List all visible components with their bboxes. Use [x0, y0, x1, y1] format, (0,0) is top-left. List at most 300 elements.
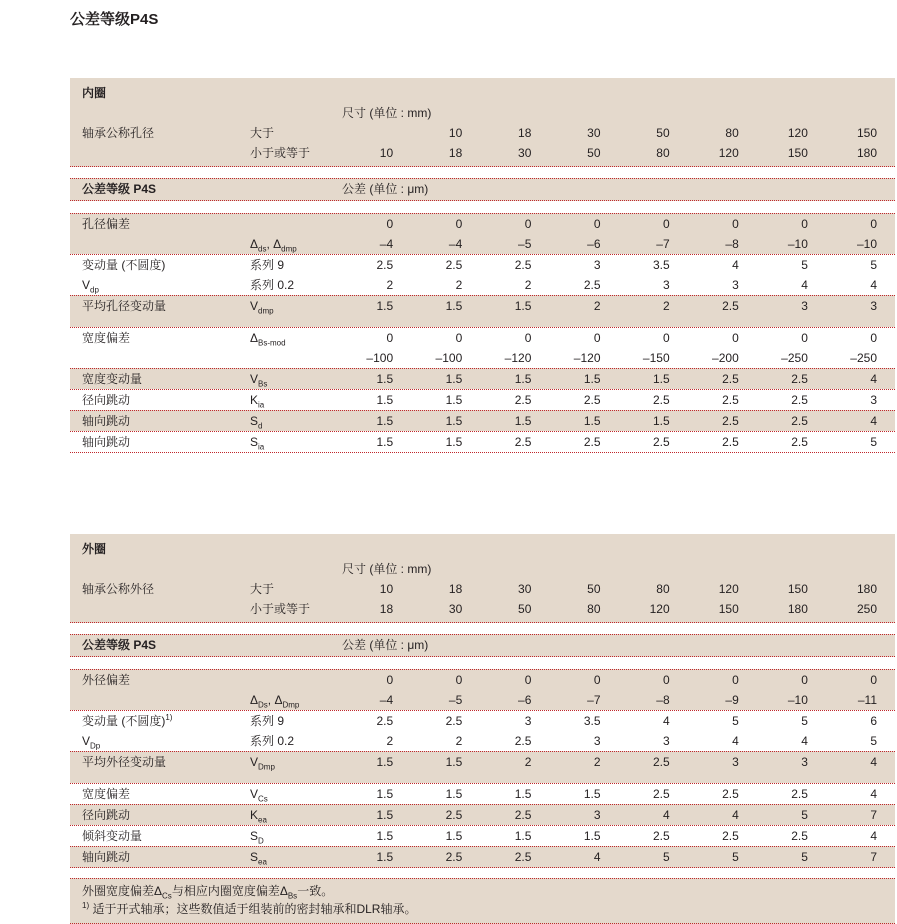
tolerance-value: –250 — [850, 351, 877, 365]
table-band — [70, 825, 895, 846]
tolerance-value: 5 — [662, 850, 670, 864]
tolerance-value: 1.5 — [514, 414, 532, 428]
row-symbol: 系列 9 — [250, 258, 285, 272]
spacer — [70, 623, 895, 634]
tolerance-value: 2.5 — [652, 755, 670, 769]
tolerance-value: –7 — [656, 237, 670, 251]
tolerance-value: 4 — [732, 808, 739, 822]
tolerance-value: 2.5 — [791, 393, 808, 407]
tolerance-value: 0 — [662, 331, 670, 345]
tolerance-value: 2.5 — [652, 393, 670, 407]
tolerance-value: 2 — [386, 278, 394, 292]
tolerance-value: 3 — [801, 299, 808, 313]
size-value: 18 — [518, 126, 532, 140]
size-value: 150 — [787, 582, 808, 596]
row-symbol: $\Delta_{Bs-mod}$ — [250, 331, 286, 348]
size-value: 80 — [587, 602, 601, 616]
row-symbol: 系列 0.2 — [250, 734, 295, 748]
dimension-caption-row — [70, 559, 895, 579]
table-band — [70, 710, 895, 751]
size-value: 50 — [587, 582, 601, 596]
tolerance-value: 1.5 — [376, 435, 394, 449]
tolerance-value: 3 — [662, 278, 670, 292]
tolerance-value: 0 — [662, 673, 670, 687]
tolerance-value: 1.5 — [445, 414, 463, 428]
size-value: 80 — [656, 146, 670, 160]
tolerance-value: –5 — [518, 237, 532, 251]
tolerance-value: 1.5 — [514, 372, 532, 386]
tolerance-value: –4 — [448, 237, 463, 251]
tolerance-value: 2 — [593, 755, 601, 769]
tolerance-value: 0 — [593, 217, 601, 231]
table-row — [70, 670, 895, 690]
tolerance-value: 3 — [524, 714, 532, 728]
tolerance-value: –4 — [379, 693, 394, 707]
tolerance-value: 2.5 — [722, 393, 739, 407]
size-value: 120 — [649, 602, 670, 616]
tolerance-value: 2.5 — [583, 435, 601, 449]
tolerance-value: 2.5 — [722, 829, 739, 843]
tolerance-value: 2.5 — [583, 393, 601, 407]
tolerance-class-label: 公差等级 P4S — [82, 638, 157, 652]
table-row — [70, 847, 895, 867]
tolerance-value: –8 — [656, 693, 670, 707]
row-symbol: $S_d$ — [250, 414, 263, 431]
size-value: 150 — [718, 602, 739, 616]
tolerance-value: 1.5 — [445, 435, 463, 449]
table-row — [70, 275, 895, 295]
table-band — [70, 368, 895, 389]
tolerance-value: 0 — [524, 673, 532, 687]
tolerance-value: 1.5 — [376, 414, 394, 428]
size-row-label: 轴承公称外径 — [82, 582, 155, 596]
tolerance-value: 2 — [524, 755, 532, 769]
tolerance-value: 0 — [593, 331, 601, 345]
tolerance-value: 0 — [870, 331, 877, 345]
tolerance-value: 1.5 — [376, 755, 394, 769]
tolerance-value: 1.5 — [514, 787, 532, 801]
table-row — [70, 784, 895, 804]
row-label — [70, 690, 250, 710]
row-symbol: $S_{ea}$ — [250, 850, 267, 867]
tolerance-value: 3.5 — [652, 258, 670, 272]
inner-ring-table — [70, 78, 895, 453]
table-row — [70, 711, 895, 731]
size-value: 30 — [518, 582, 532, 596]
size-value: 50 — [656, 126, 670, 140]
row-label: $V_{dp}$ — [82, 278, 99, 295]
size-incl-row — [70, 599, 895, 619]
tolerance-value: 2 — [455, 734, 463, 748]
size-value: 30 — [518, 146, 532, 160]
tolerance-value: 1.5 — [583, 414, 601, 428]
size-value: 10 — [448, 126, 463, 140]
tolerance-value: 2 — [455, 278, 463, 292]
table-band — [70, 254, 895, 295]
tolerance-value: 5 — [732, 850, 739, 864]
section-title-row — [70, 539, 895, 559]
incl-label: 小于或等于 — [250, 602, 311, 616]
size-value: 120 — [787, 126, 808, 140]
tolerance-value: 2.5 — [722, 787, 739, 801]
tolerance-value: 5 — [801, 808, 808, 822]
row-label — [70, 234, 250, 254]
tolerance-value: –9 — [725, 693, 739, 707]
table-band — [70, 213, 895, 254]
table-row — [70, 390, 895, 410]
inner-ring-header — [70, 78, 895, 167]
tolerance-value: 3.5 — [583, 714, 601, 728]
size-value: 120 — [718, 146, 739, 160]
tolerance-value: 2.5 — [514, 435, 532, 449]
tolerance-value: 2.5 — [791, 829, 808, 843]
row-label: 变动量 (不圆度) — [82, 258, 166, 272]
spacer — [70, 657, 895, 669]
dimension-caption: 尺寸 (单位 : mm) — [342, 106, 432, 120]
tolerance-value: 2.5 — [376, 714, 394, 728]
tolerance-value: 5 — [801, 714, 808, 728]
row-symbol — [250, 348, 342, 368]
tolerance-value: –5 — [448, 693, 463, 707]
page-title: 公差等级P4S — [70, 11, 159, 28]
tolerance-value: 0 — [732, 673, 739, 687]
tolerance-value: –6 — [518, 693, 532, 707]
tolerance-value: 0 — [801, 331, 808, 345]
outer-ring-body — [70, 669, 895, 868]
tolerance-class-band — [70, 634, 895, 657]
incl-label: 小于或等于 — [250, 146, 311, 160]
table-row — [70, 234, 895, 254]
table-row — [70, 296, 895, 316]
row-label: 轴向跳动 — [82, 435, 131, 449]
table-band — [70, 783, 895, 804]
size-value: 50 — [587, 146, 601, 160]
footnotes — [70, 878, 895, 924]
footnote-1: 外圈宽度偏差$\Delta_{Cs}$与相应内圈宽度偏差$\Delta_{Bs}$一致。 — [82, 884, 334, 901]
size-incl-row — [70, 143, 895, 163]
tolerance-value: –10 — [856, 237, 877, 251]
section-title: 外圈 — [82, 542, 107, 556]
tolerance-value: 1.5 — [652, 372, 670, 386]
size-value: 18 — [448, 582, 463, 596]
tolerance-value: 1.5 — [376, 299, 394, 313]
row-symbol — [250, 670, 342, 690]
over-label: 大于 — [250, 582, 275, 596]
tolerance-value: 2.5 — [791, 435, 808, 449]
empty-label — [70, 143, 250, 163]
tolerance-value: 2.5 — [514, 808, 532, 822]
tolerance-unit-caption: 公差 (单位 : μm) — [342, 182, 429, 196]
tolerance-value: –120 — [504, 351, 532, 365]
row-symbol: $V_{Cs}$ — [250, 787, 268, 804]
table-row — [70, 369, 895, 389]
row-label: 宽度变动量 — [82, 372, 143, 386]
tolerance-value: 2.5 — [791, 414, 808, 428]
tolerance-class-label: 公差等级 P4S — [82, 182, 157, 196]
row-label: 倾斜变动量 — [82, 829, 143, 843]
tolerance-value: 0 — [801, 217, 808, 231]
size-value: 150 — [787, 146, 808, 160]
tolerance-value: 3 — [593, 734, 601, 748]
tolerance-value: 3 — [593, 808, 601, 822]
size-value: 18 — [448, 146, 463, 160]
tolerance-value: 1.5 — [445, 787, 463, 801]
tolerance-value: 2.5 — [514, 258, 532, 272]
tolerance-value: 2.5 — [445, 850, 463, 864]
table-row — [70, 805, 895, 825]
size-value — [342, 123, 411, 143]
tolerance-value: 1.5 — [376, 808, 394, 822]
tolerance-value: 3 — [801, 755, 808, 769]
tolerance-value: 4 — [870, 278, 877, 292]
dimension-caption-row — [70, 103, 895, 123]
tolerance-value: –7 — [587, 693, 601, 707]
tolerance-value: 3 — [732, 278, 739, 292]
table-row — [70, 214, 895, 234]
table-row — [70, 826, 895, 846]
tolerance-value: 2.5 — [652, 787, 670, 801]
tolerance-value: 2 — [524, 278, 532, 292]
table-row — [70, 731, 895, 751]
size-value: 50 — [518, 602, 532, 616]
tolerance-value: 7 — [870, 850, 877, 864]
tolerance-value: –6 — [587, 237, 601, 251]
tolerance-value: –8 — [725, 237, 739, 251]
tolerance-value: 1.5 — [445, 755, 463, 769]
over-label: 大于 — [250, 126, 275, 140]
tolerance-value: 0 — [732, 217, 739, 231]
tolerance-value: 3 — [870, 299, 877, 313]
outer-ring-header — [70, 534, 895, 623]
section-title: 内圈 — [82, 86, 107, 100]
tolerance-value: 1.5 — [652, 414, 670, 428]
table-band — [70, 327, 895, 368]
tolerance-value: 0 — [524, 217, 532, 231]
row-symbol: $S_{ia}$ — [250, 435, 265, 452]
tolerance-value: 1.5 — [376, 372, 394, 386]
tolerance-value: 4 — [593, 850, 601, 864]
tolerance-value: 0 — [662, 217, 670, 231]
footnote-2: $^{1)}$ 适于开式轴承；这些数值适于组装前的密封轴承和DLR轴承。 — [82, 901, 417, 916]
tolerance-value: 1.5 — [583, 372, 601, 386]
tolerance-value: 1.5 — [376, 393, 394, 407]
tolerance-value: 2.5 — [722, 435, 739, 449]
tolerance-value: 5 — [870, 258, 877, 272]
row-symbol: $V_{Dmp}$ — [250, 755, 275, 772]
size-row-label: 轴承公称孔径 — [82, 126, 155, 140]
tolerance-value: 3 — [593, 258, 601, 272]
tolerance-value: 2.5 — [514, 734, 532, 748]
tolerance-value: –4 — [379, 237, 394, 251]
row-label: 径向跳动 — [82, 393, 131, 407]
row-label: 变动量 (不圆度)$^{1)}$ — [82, 713, 173, 728]
tolerance-value: 4 — [732, 258, 739, 272]
spacer — [70, 167, 895, 178]
tolerance-value: –250 — [781, 351, 808, 365]
tolerance-value: 5 — [801, 850, 808, 864]
tolerance-value: –10 — [787, 693, 808, 707]
size-value: 30 — [587, 126, 601, 140]
tolerance-value: 0 — [870, 217, 877, 231]
tolerance-value: –11 — [857, 693, 877, 707]
tolerance-value: 2.5 — [514, 850, 532, 864]
table-band — [70, 389, 895, 410]
row-label: 外径偏差 — [82, 673, 131, 687]
tolerance-value: 1.5 — [445, 393, 463, 407]
tolerance-value: 5 — [870, 734, 877, 748]
row-label: 宽度偏差 — [82, 787, 131, 801]
row-symbol: $K_{ia}$ — [250, 393, 265, 410]
tolerance-value: 1.5 — [583, 829, 601, 843]
empty-label — [70, 599, 250, 619]
table-band — [70, 431, 895, 453]
tolerance-value: 1.5 — [445, 299, 463, 313]
tolerance-value: 4 — [870, 755, 877, 769]
row-label — [70, 348, 250, 368]
table-row — [70, 328, 895, 348]
inner-ring-body — [70, 213, 895, 453]
table-band — [70, 751, 895, 783]
tolerance-value: –200 — [712, 351, 739, 365]
tolerance-value: 5 — [801, 258, 808, 272]
tolerance-value: 0 — [732, 331, 739, 345]
tolerance-value: 2.5 — [652, 829, 670, 843]
size-value: 180 — [856, 146, 877, 160]
tolerance-value: 1.5 — [445, 372, 463, 386]
tolerance-value: 1.5 — [376, 787, 394, 801]
size-value: 18 — [379, 602, 394, 616]
tolerance-value: 4 — [662, 714, 670, 728]
tolerance-value: 0 — [870, 673, 877, 687]
table-row — [70, 432, 895, 452]
tolerance-value: 2.5 — [514, 393, 532, 407]
table-row — [70, 752, 895, 772]
tolerance-value: 0 — [455, 217, 463, 231]
table-band — [70, 669, 895, 710]
tolerance-value: –120 — [573, 351, 601, 365]
size-value: 10 — [379, 582, 394, 596]
tolerance-value: 2.5 — [791, 787, 808, 801]
tolerance-value: 0 — [524, 331, 532, 345]
table-band — [70, 410, 895, 431]
tolerance-value: –150 — [642, 351, 670, 365]
row-symbol: $V_{dmp}$ — [250, 299, 274, 316]
tolerance-value: 2.5 — [722, 299, 739, 313]
size-value: 180 — [856, 582, 877, 596]
tolerance-value: 2.5 — [445, 258, 463, 272]
table-band — [70, 804, 895, 825]
row-symbol: $K_{ea}$ — [250, 808, 267, 825]
tolerance-value: 0 — [386, 331, 394, 345]
row-symbol: 系列 0.2 — [250, 278, 295, 292]
row-label: 轴向跳动 — [82, 414, 131, 428]
row-label: 孔径偏差 — [82, 217, 131, 231]
tolerance-value: 4 — [732, 734, 739, 748]
tolerance-value: 1.5 — [514, 299, 532, 313]
tolerance-value: 0 — [386, 673, 394, 687]
tolerance-value: 4 — [801, 278, 808, 292]
table-band — [70, 295, 895, 327]
row-label: 宽度偏差 — [82, 331, 131, 345]
row-symbol: 系列 9 — [250, 714, 285, 728]
tolerance-value: –100 — [435, 351, 463, 365]
tolerance-unit-caption: 公差 (单位 : μm) — [342, 638, 429, 652]
tolerance-value: 4 — [870, 414, 877, 428]
tolerance-value: 3 — [732, 755, 739, 769]
tolerance-class-band — [70, 178, 895, 201]
outer-ring-table — [70, 534, 895, 868]
row-symbol: $\Delta_{ds}$, $\Delta_{dmp}$ — [250, 237, 297, 254]
tolerance-value: 2.5 — [445, 714, 463, 728]
row-label: 径向跳动 — [82, 808, 131, 822]
row-label: 轴向跳动 — [82, 850, 131, 864]
row-label: $V_{Dp}$ — [82, 734, 101, 751]
tolerance-value: 2.5 — [722, 414, 739, 428]
dimension-caption: 尺寸 (单位 : mm) — [342, 562, 432, 576]
size-value: 80 — [725, 126, 739, 140]
row-symbol — [250, 214, 342, 234]
tolerance-value: 7 — [870, 808, 877, 822]
size-value: 180 — [787, 602, 808, 616]
tolerance-value: 0 — [455, 673, 463, 687]
tolerance-value: 5 — [732, 714, 739, 728]
size-value: 30 — [448, 602, 463, 616]
size-value: 80 — [656, 582, 670, 596]
tolerance-value: 1.5 — [514, 829, 532, 843]
tolerance-value: 4 — [870, 829, 877, 843]
tolerance-value: 0 — [455, 331, 463, 345]
tolerance-value: 3 — [662, 734, 670, 748]
size-over-row — [70, 123, 895, 143]
table-row — [70, 411, 895, 431]
row-symbol: $\Delta_{Ds}$, $\Delta_{Dmp}$ — [250, 693, 300, 710]
tolerance-value: 2 — [662, 299, 670, 313]
tolerance-value: 2.5 — [791, 372, 808, 386]
tolerance-value: –10 — [787, 237, 808, 251]
tolerance-value: 2.5 — [652, 435, 670, 449]
tolerance-value: 2.5 — [376, 258, 394, 272]
tolerance-value: 1.5 — [376, 829, 394, 843]
size-over-row — [70, 579, 895, 599]
tolerance-value: 2.5 — [445, 808, 463, 822]
tolerance-value: 6 — [870, 714, 877, 728]
tolerance-value: 0 — [593, 673, 601, 687]
tolerance-value: 4 — [662, 808, 670, 822]
tolerance-value: 1.5 — [445, 829, 463, 843]
row-symbol: $S_D$ — [250, 829, 264, 846]
tolerance-value: 2.5 — [722, 372, 739, 386]
tolerance-value: 3 — [870, 393, 877, 407]
tolerance-value: 2 — [593, 299, 601, 313]
table-row — [70, 348, 895, 368]
tolerance-value: 2 — [386, 734, 394, 748]
row-label: 平均孔径变动量 — [82, 299, 167, 313]
tolerance-value: 0 — [801, 673, 808, 687]
table-row — [70, 255, 895, 275]
row-symbol: $V_{Bs}$ — [250, 372, 268, 389]
size-value: 250 — [856, 602, 877, 616]
tolerance-value: –100 — [366, 351, 394, 365]
tolerance-value: 1.5 — [583, 787, 601, 801]
tolerance-value: 4 — [801, 734, 808, 748]
size-value: 10 — [379, 146, 394, 160]
table-row — [70, 690, 895, 710]
row-label: 平均外径变动量 — [82, 755, 167, 769]
spacer — [70, 201, 895, 213]
size-value: 150 — [856, 126, 877, 140]
size-value: 120 — [718, 582, 739, 596]
table-band — [70, 846, 895, 868]
